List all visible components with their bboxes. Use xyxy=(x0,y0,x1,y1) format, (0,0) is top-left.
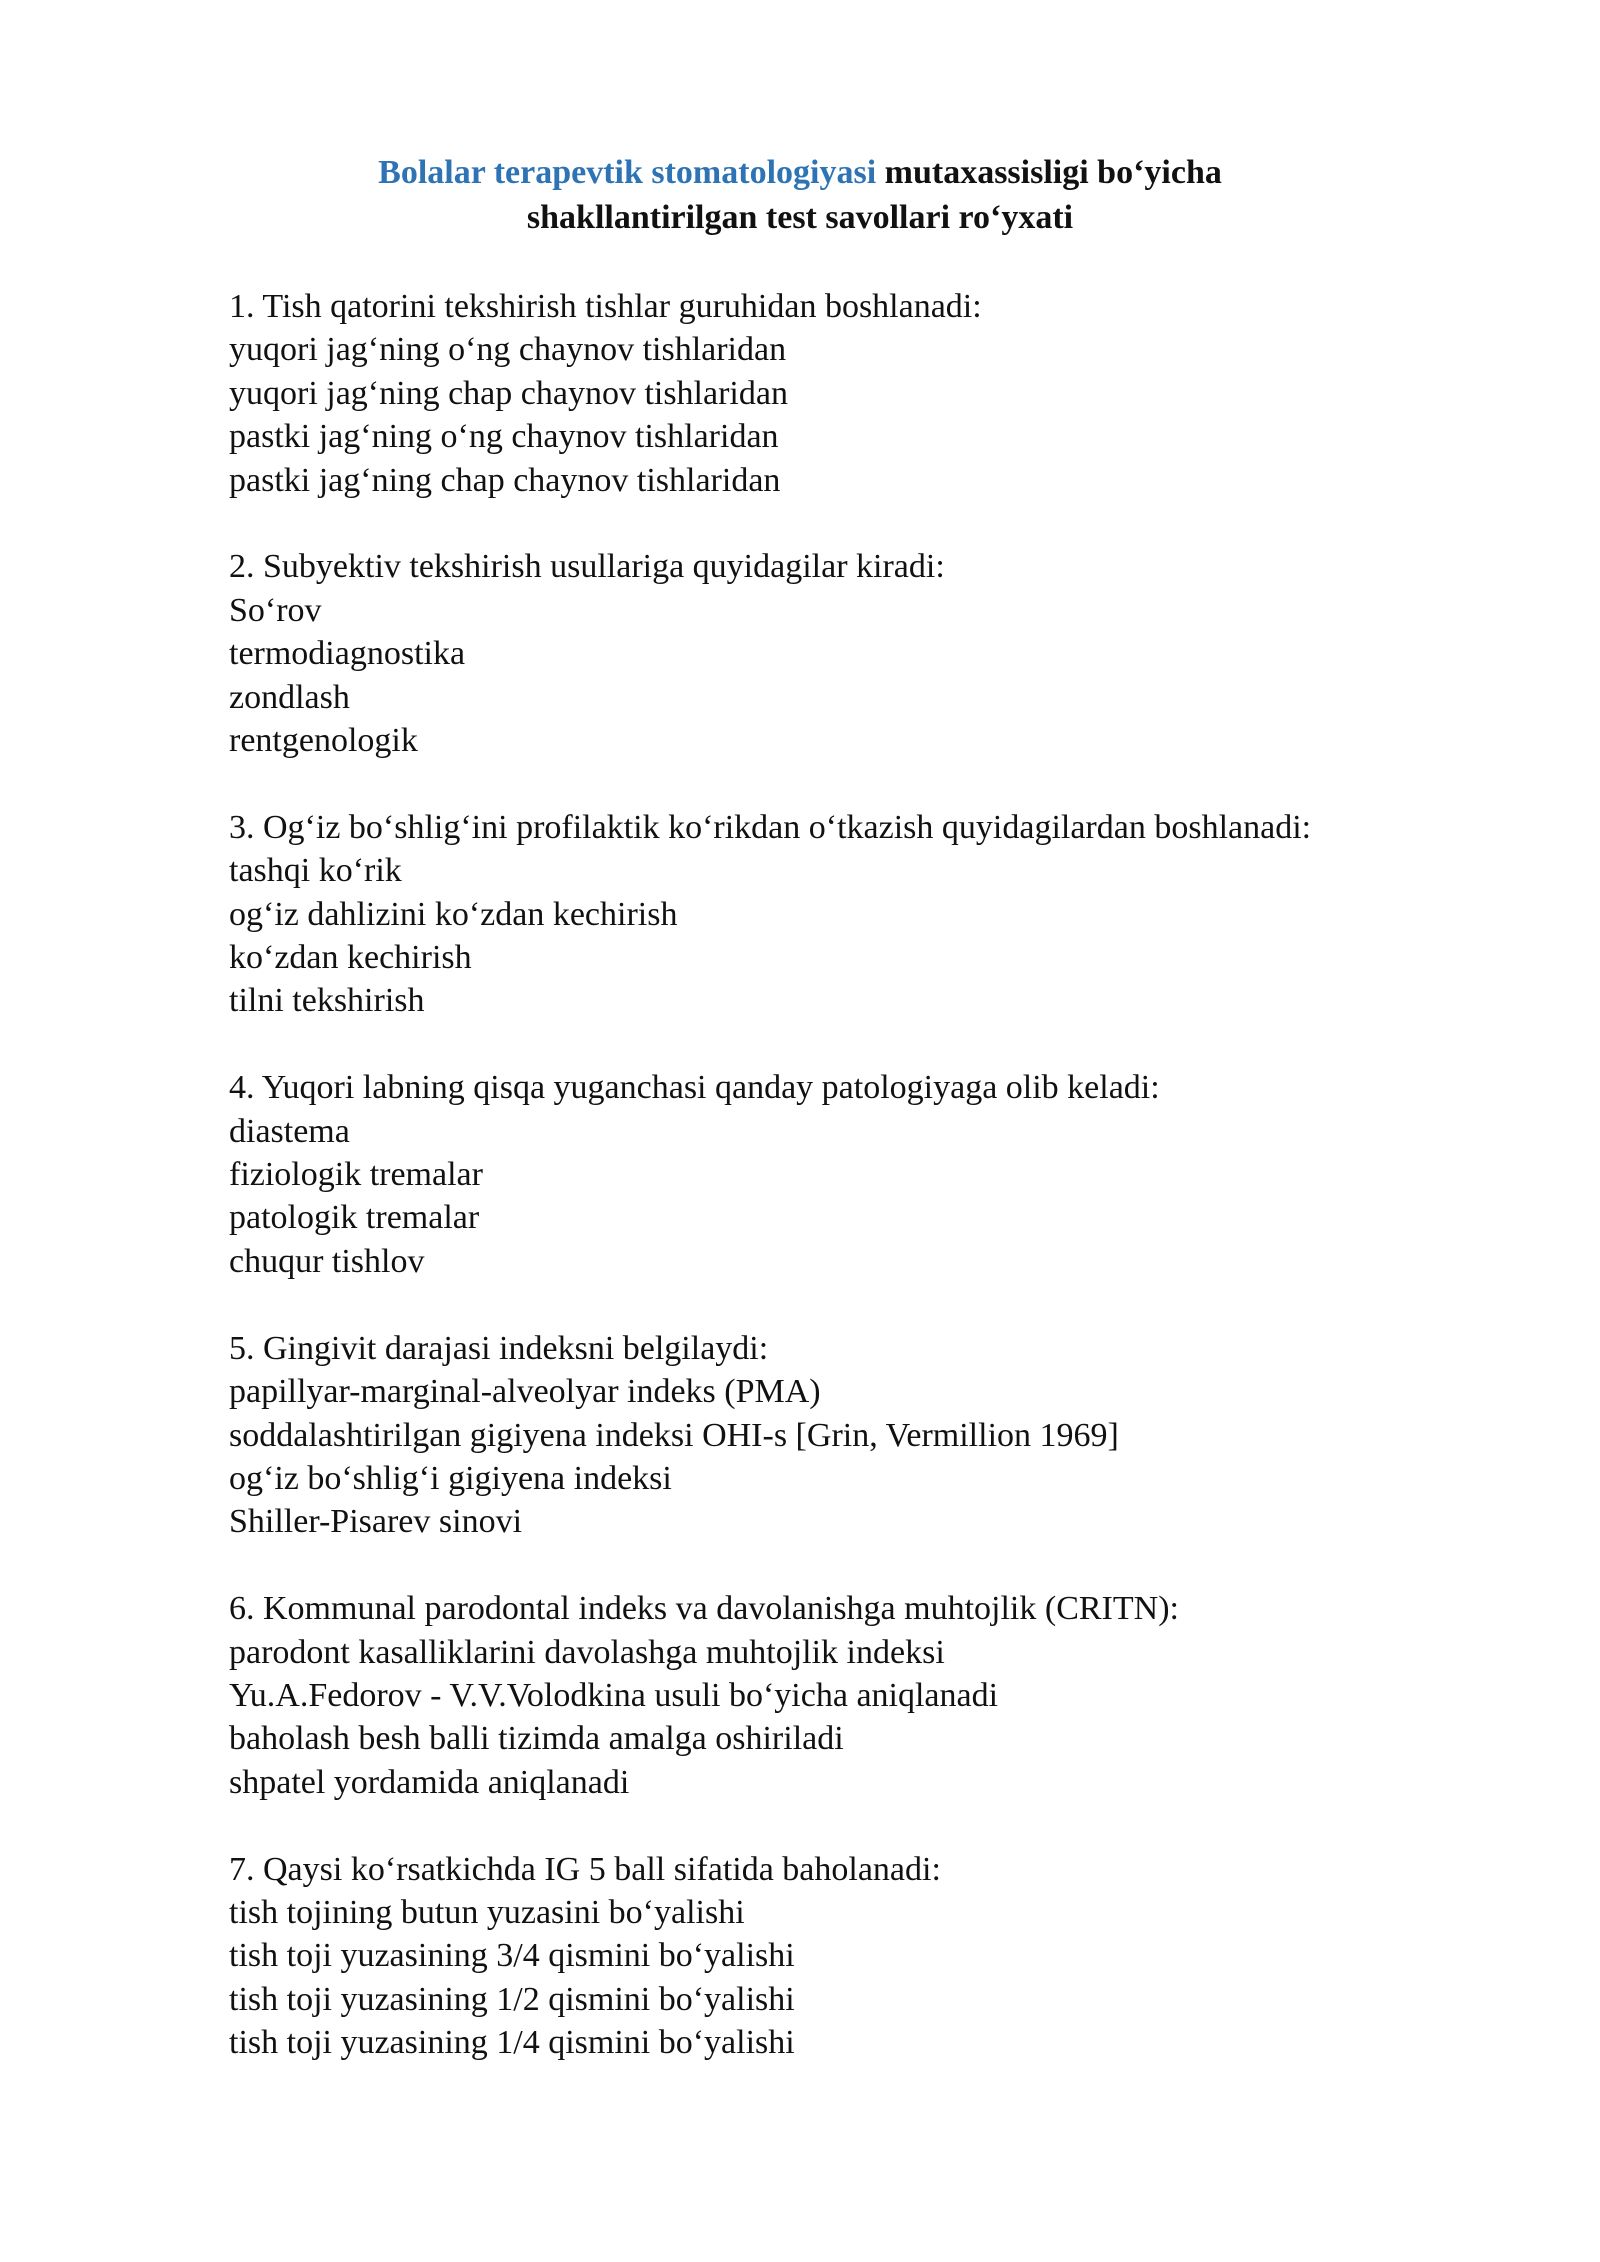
title-specialty: Bolalar terapevtik stomatologiyasi xyxy=(378,154,877,191)
question-4 xyxy=(229,1066,1529,1283)
answer-option: tashqi ko‘rik xyxy=(229,852,402,890)
question-6 xyxy=(229,1587,1529,1804)
question-7 xyxy=(229,1848,1529,2065)
answer-option: tilni tekshirish xyxy=(229,982,425,1020)
answer-option: zondlash xyxy=(229,678,350,716)
answer-option: Shiller-Pisarev sinovi xyxy=(229,1503,523,1541)
answer-option: soddalashtirilgan gigiyena indeksi OHI-s [Grin, Vermillion 1969] xyxy=(229,1416,1119,1454)
answer-option: pastki jag‘ning chap chaynov tishlaridan xyxy=(229,461,781,499)
question-text: 6. Kommunal parodontal indeks va davolanishga muhtojlik (CRITN): xyxy=(229,1590,1179,1628)
answer-option: Yu.A.Fedorov - V.V.Volodkina usuli bo‘yicha aniqlanadi xyxy=(229,1676,999,1714)
question-text: 2. Subyektiv tekshirish usullariga quyidagilar kiradi: xyxy=(229,548,945,586)
answer-option: patologik tremalar xyxy=(229,1199,480,1237)
answer-option: ko‘zdan kechirish xyxy=(229,939,472,977)
answer-option: og‘iz bo‘shlig‘i gigiyena indeksi xyxy=(229,1459,672,1497)
question-3 xyxy=(229,806,1529,1023)
answer-option: og‘iz dahlizini ko‘zdan kechirish xyxy=(229,895,678,933)
question-5 xyxy=(229,1327,1529,1544)
question-2 xyxy=(229,545,1529,762)
question-text: 3. Og‘iz bo‘shlig‘ini profilaktik ko‘rikdan o‘tkazish quyidagilardan boshlanadi: xyxy=(229,808,1312,846)
answer-option: So‘rov xyxy=(229,591,322,629)
title-line-1 xyxy=(0,150,1600,195)
question-text: 4. Yuqori labning qisqa yuganchasi qanday patologiyaga olib keladi: xyxy=(229,1069,1160,1107)
question-text: 1. Tish qatorini tekshirish tishlar guruhidan boshlanadi: xyxy=(229,288,982,325)
answer-option: yuqori jag‘ning o‘ng chaynov tishlaridan xyxy=(229,331,787,369)
answer-option: tish toji yuzasining 1/2 qismini bo‘yalishi xyxy=(229,1980,795,2018)
question-text: 5. Gingivit darajasi indeksni belgilaydi: xyxy=(229,1329,769,1367)
answer-option: tish toji yuzasining 1/4 qismini bo‘yalishi xyxy=(229,2024,795,2062)
answer-option: pastki jag‘ning o‘ng chaynov tishlaridan xyxy=(229,418,779,456)
answer-option: termodiagnostika xyxy=(229,635,466,673)
question-text: 7. Qaysi ko‘rsatkichda IG 5 ball sifatida baholanadi: xyxy=(229,1850,941,1888)
answer-option: rentgenologik xyxy=(229,722,418,760)
answer-option: parodont kasalliklarini davolashga muhtojlik indeksi xyxy=(229,1633,945,1671)
title-rest: mutaxassisligi bo‘yicha xyxy=(876,154,1222,191)
question-1 xyxy=(229,285,1529,502)
answer-option: tish toji yuzasining 3/4 qismini bo‘yalishi xyxy=(229,1937,795,1975)
title-line-2: shakllantirilgan test savollari ro‘yxati xyxy=(526,199,1074,236)
answer-option: baholash besh balli tizimda amalga oshiriladi xyxy=(229,1720,844,1758)
answer-option: tish tojining butun yuzasini bo‘yalishi xyxy=(229,1893,745,1931)
answer-option: chuqur tishlov xyxy=(229,1242,425,1280)
answer-option: papillyar-marginal-alveolyar indeks (PMA) xyxy=(229,1373,821,1411)
answer-option: diastema xyxy=(229,1112,350,1150)
page-title xyxy=(0,150,1600,240)
answer-option: yuqori jag‘ning chap chaynov tishlaridan xyxy=(229,374,788,412)
answer-option: fiziologik tremalar xyxy=(229,1156,483,1194)
question-list xyxy=(229,285,1529,2108)
answer-option: shpatel yordamida aniqlanadi xyxy=(229,1763,630,1801)
